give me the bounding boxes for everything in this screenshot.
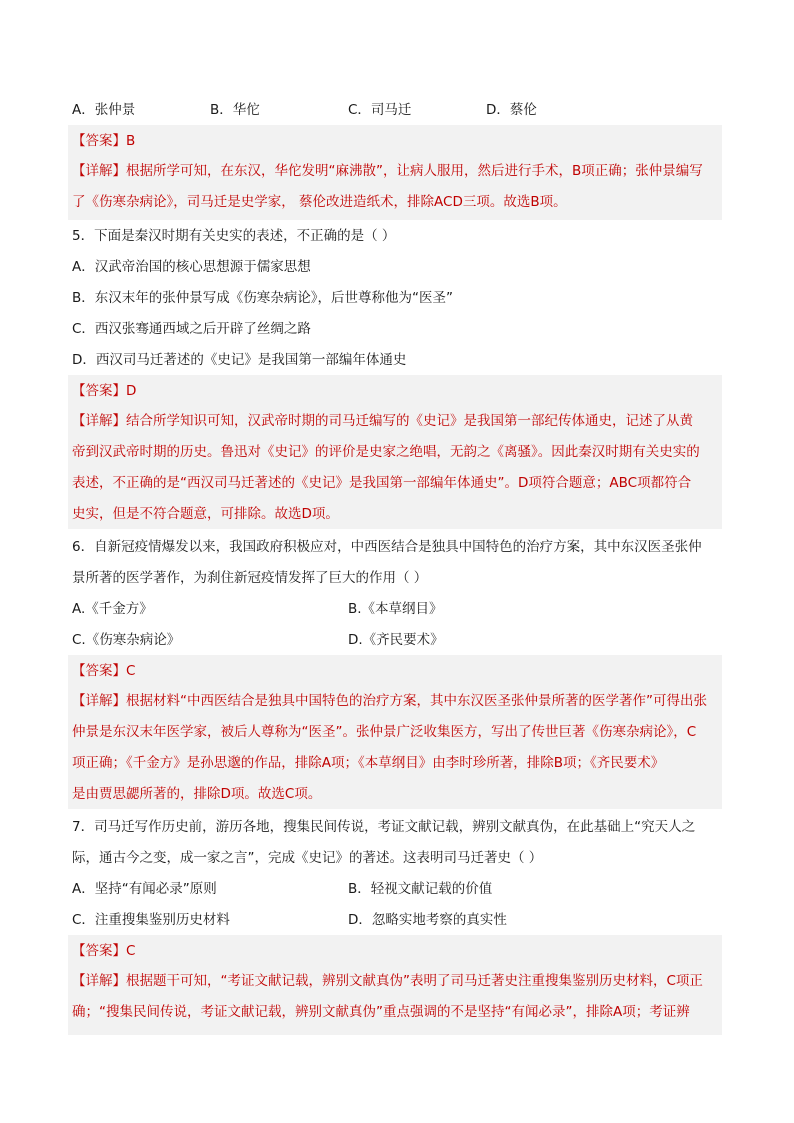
detail-label: 【详解】 xyxy=(72,973,126,989)
q6-answer xyxy=(72,661,135,681)
q5-answer xyxy=(72,381,136,401)
q4-option-b: B．华佗 xyxy=(210,102,260,118)
q7-option-a: A．坚持“有闻必录”原则 xyxy=(72,881,217,897)
q5-detail-line-4: 史实，但是不符合题意，可排除。故选D项。 xyxy=(72,506,339,522)
q5-detail-line-3: 表述，不正确的是“西汉司马迁著述的《史记》是我国第一部编年体通史”。D项符合题意；ABC项都符合 xyxy=(72,475,692,491)
answer-label: 【答案】 xyxy=(72,133,126,149)
q6-detail-line-1: 【详解】根据材料“中西医结合是独具中国特色的治疗方案，其中东汉医圣张仲景所著的医学著作”可得出张 xyxy=(72,693,707,709)
q4-detail xyxy=(72,156,720,218)
q4-option-a: A．张仲景 xyxy=(72,102,136,118)
q6-option-a: A.《千金方》 xyxy=(72,601,153,617)
q6-stem-line-2: 景所著的医学著作，为刹住新冠疫情发挥了巨大的作用（ ） xyxy=(72,570,428,586)
q7-detail-line-2: 确；“搜集民间传说，考证文献记载，辨别文献真伪”重点强调的不是坚持“有闻必录”，排除A项；考证辨 xyxy=(72,1004,690,1020)
answer-value: C xyxy=(126,943,136,959)
q5-detail-line-2: 帝到汉武帝时期的历史。鲁迅对《史记》的评价是史家之绝唱，无韵之《离骚》。因此秦汉时期有关史实的 xyxy=(72,444,700,460)
q6-option-b: B.《本草纲目》 xyxy=(348,601,443,617)
q7-detail xyxy=(72,966,720,1028)
q6-detail-line-2: 仲景是东汉末年医学家，被后人尊称为“医圣”。张仲景广泛收集医方，写出了传世巨著《伤寒杂病论》，C xyxy=(72,724,697,740)
detail-label: 【详解】 xyxy=(72,413,126,429)
q5-option-d: D．西汉司马迁著述的《史记》是我国第一部编年体通史 xyxy=(72,352,407,368)
detail-label: 【详解】 xyxy=(72,163,126,179)
q6-detail-line-3: 项正确；《千金方》是孙思邈的作品，排除A项；《本草纲目》由李时珍所著，排除B项；《齐民要术》 xyxy=(72,755,665,771)
q7-stem-line-2: 际，通古今之变，成一家之言”，完成《史记》的著述。这表明司马迁著史（ ） xyxy=(72,850,543,866)
q5-detail-line-1: 【详解】结合所学知识可知，汉武帝时期的司马迁编写的《史记》是我国第一部纪传体通史，记述了从黄 xyxy=(72,413,693,429)
q4-detail-line-2: 了《伤寒杂病论》，司马迁是史学家， 蔡伦改进造纸术，排除ACD三项。故选B项。 xyxy=(72,194,567,210)
q7-detail-line-1: 【详解】根据题干可知，“考证文献记载，辨别文献真伪”表明了司马迁著史注重搜集鉴别历史材料，C项正 xyxy=(72,973,703,989)
answer-label: 【答案】 xyxy=(72,663,126,679)
answer-value: D xyxy=(126,383,137,399)
q5-detail xyxy=(72,406,720,530)
q5-option-a: A．汉武帝治国的核心思想源于儒家思想 xyxy=(72,259,311,275)
q7-stem-line-1: 7．司马迁写作历史前，游历各地，搜集民间传说，考证文献记载，辨别文献真伪，在此基础上“究天人之 xyxy=(72,819,696,835)
q6-stem-line-1: 6．自新冠疫情爆发以来，我国政府积极应对，中西医结合是独具中国特色的治疗方案，其中东汉医圣张仲 xyxy=(72,539,702,555)
q6-detail xyxy=(72,686,720,810)
q6-answer-box xyxy=(68,655,722,809)
answer-label: 【答案】 xyxy=(72,383,126,399)
q5-answer-box xyxy=(68,375,722,529)
q7-answer xyxy=(72,941,135,961)
q4-answer xyxy=(72,131,135,151)
q4-answer-box xyxy=(68,125,722,220)
q6-option-d: D.《齐民要术》 xyxy=(348,632,444,648)
q5-option-b: B．东汉末年的张仲景写成《伤寒杂病论》，后世尊称他为“医圣” xyxy=(72,290,453,306)
detail-label: 【详解】 xyxy=(72,693,126,709)
q4-option-d: D．蔡伦 xyxy=(486,102,537,118)
answer-value: C xyxy=(126,663,136,679)
q5-stem: 5．下面是秦汉时期有关史实的表述，不正确的是（ ） xyxy=(72,228,396,244)
q6-option-c: C.《伤寒杂病论》 xyxy=(72,632,181,648)
q4-option-c: C．司马迁 xyxy=(348,102,412,118)
q7-option-c: C．注重搜集鉴别历史材料 xyxy=(72,912,230,928)
q5-option-c: C．西汉张骞通西域之后开辟了丝绸之路 xyxy=(72,321,311,337)
q7-option-b: B．轻视文献记载的价值 xyxy=(348,881,493,897)
q4-detail-line-1: 【详解】根据所学可知，在东汉，华佗发明“麻沸散”，让病人服用，然后进行手术，B项正确；张仲景编写 xyxy=(72,163,703,179)
q6-detail-line-4: 是由贾思勰所著的，排除D项。故选C项。 xyxy=(72,786,322,802)
q7-option-d: D．忽略实地考察的真实性 xyxy=(348,912,507,928)
q7-answer-box xyxy=(68,935,722,1035)
answer-label: 【答案】 xyxy=(72,943,126,959)
answer-value: B xyxy=(126,133,136,149)
